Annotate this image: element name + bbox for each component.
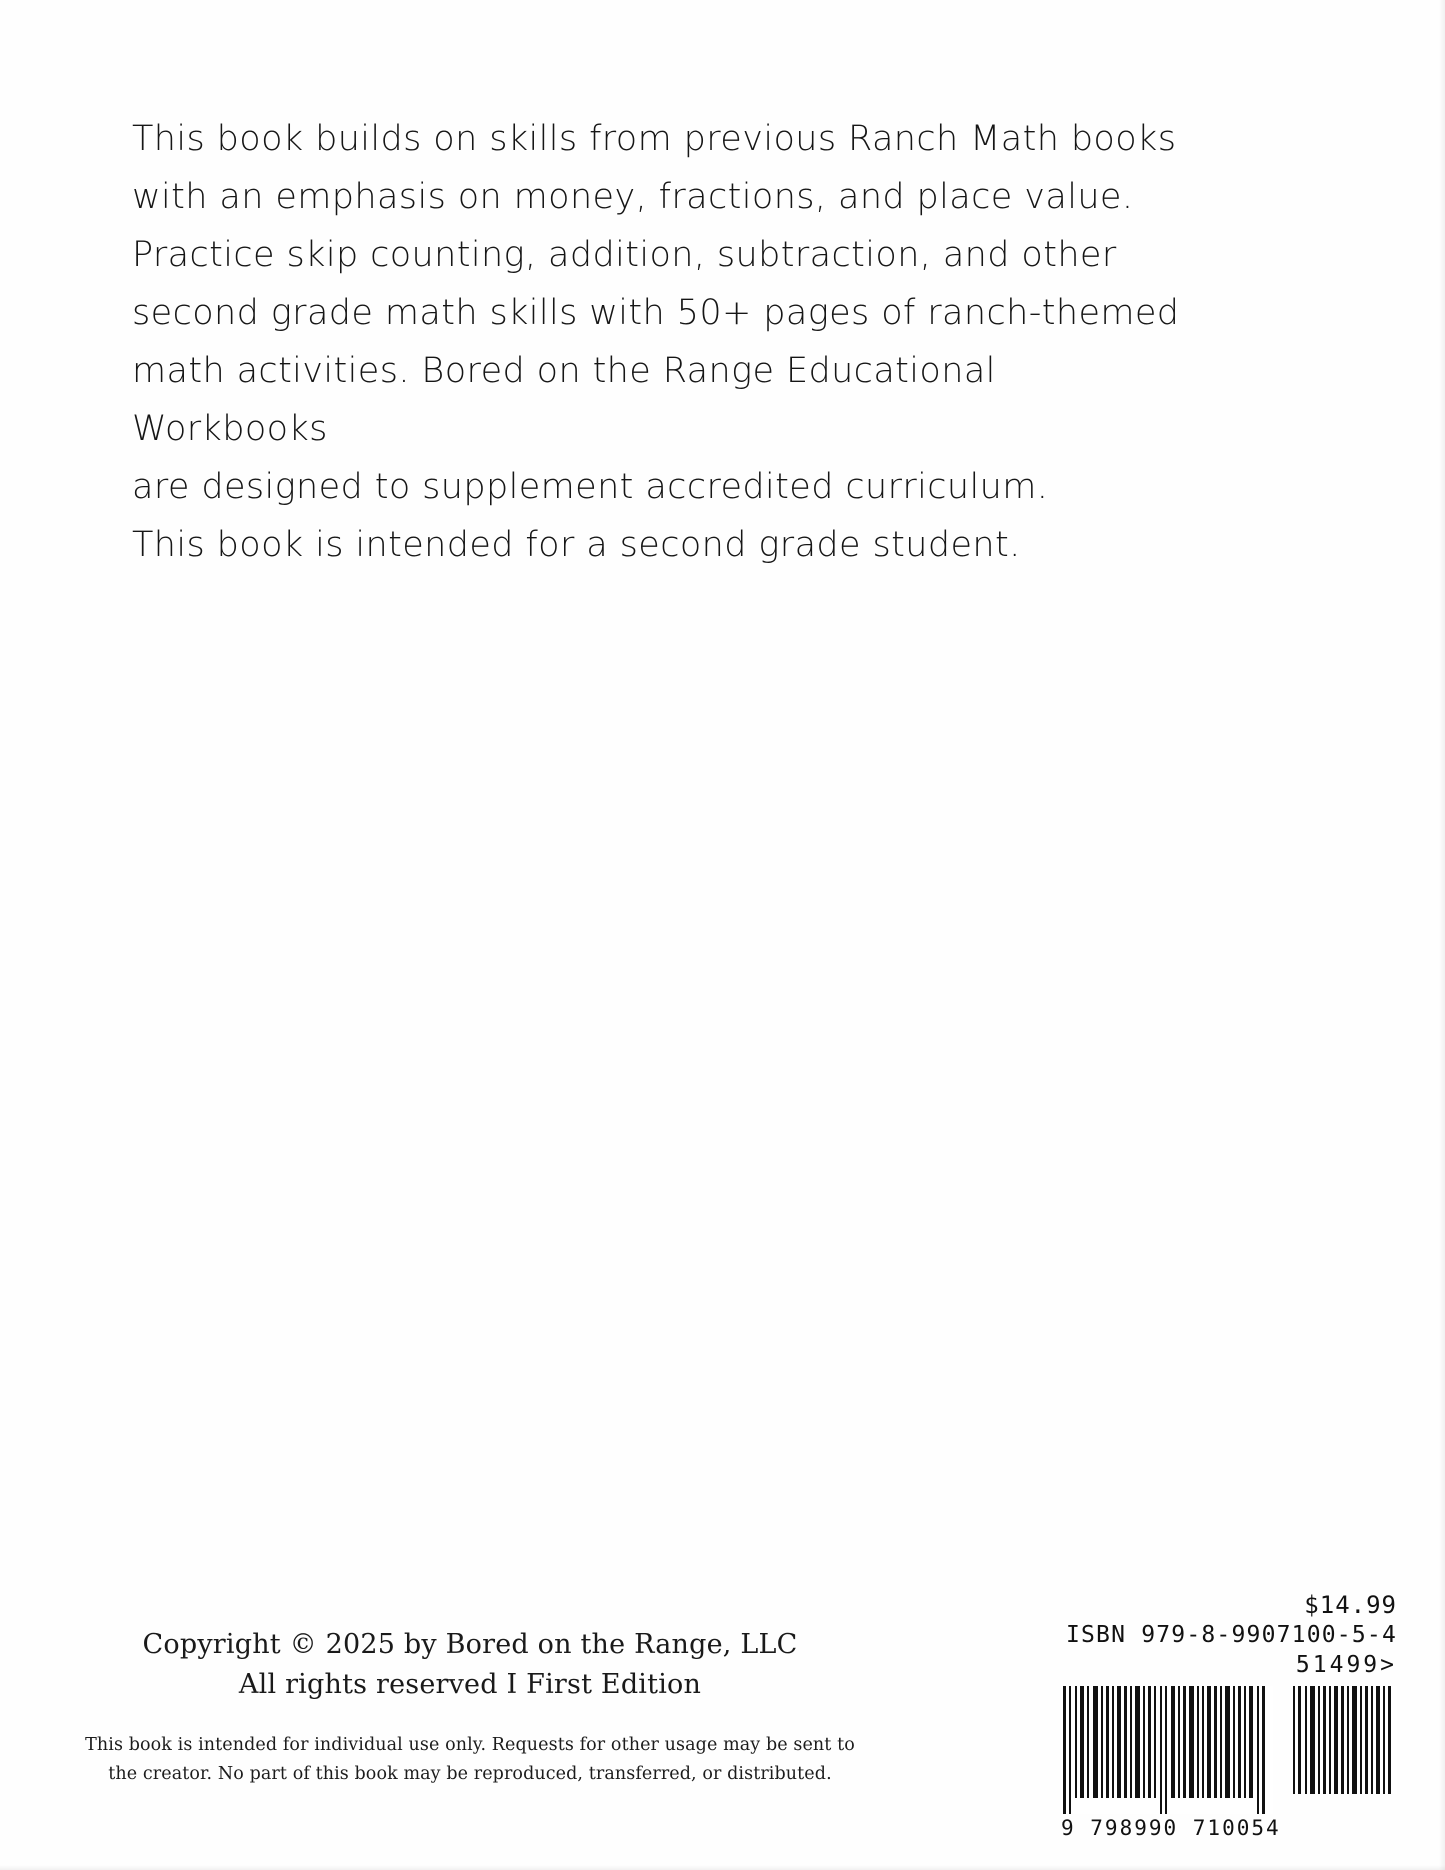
ean13-digits: 9 798990 710054 — [1061, 1816, 1281, 1840]
page-edge-shadow-right — [1439, 0, 1445, 1870]
barcode-images — [1057, 1686, 1397, 1840]
barcode-addon-digits: 51499> — [1295, 1652, 1397, 1678]
legal-notice-line: the creator. No part of this book may be reproduced, transferred, or distributed. — [108, 1764, 832, 1784]
ean13-wrap — [1061, 1686, 1281, 1840]
copyright-text: Copyright © 2025 by Bored on the Range, LLC — [142, 1629, 798, 1660]
description-line: math activities. Bored on the Range Educational Workbooks — [132, 351, 996, 449]
isbn-label: ISBN 979-8-9907100-5-4 — [1065, 1622, 1397, 1648]
ean5-addon-wrap — [1291, 1686, 1397, 1794]
book-description — [132, 110, 1192, 574]
copyright-block — [70, 1625, 870, 1789]
legal-notice — [70, 1731, 870, 1789]
description-line: This book builds on skills from previous Ranch Math books — [132, 119, 1177, 159]
price-label: $14.99 — [1304, 1591, 1397, 1619]
ean13-barcode-icon — [1061, 1686, 1273, 1814]
ean5-addon-barcode-icon — [1291, 1686, 1397, 1794]
description-line: are designed to supplement accredited curriculum. — [132, 467, 1049, 507]
legal-notice-line: This book is intended for individual use only. Requests for other usage may be sent to — [85, 1735, 855, 1755]
barcode-block — [1057, 1590, 1397, 1840]
description-line: with an emphasis on money, fractions, and place value. — [132, 177, 1134, 217]
description-line: This book is intended for a second grade student. — [132, 525, 1021, 565]
page-edge-shadow-bottom — [0, 1865, 1445, 1870]
description-line: Practice skip counting, addition, subtraction, and other — [132, 235, 1117, 275]
rights-text: All rights reserved I First Edition — [238, 1669, 702, 1700]
description-line: second grade math skills with 50+ pages of ranch-themed — [132, 293, 1180, 333]
